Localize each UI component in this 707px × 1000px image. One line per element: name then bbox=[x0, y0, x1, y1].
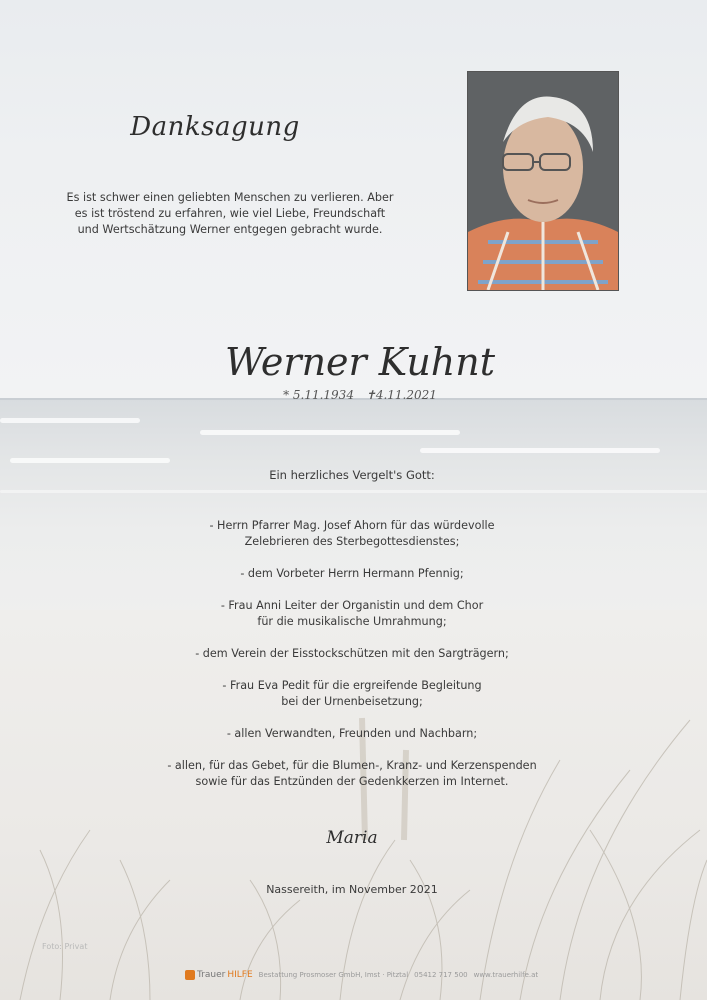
logo-text-a: Trauer bbox=[197, 970, 226, 980]
list-item bbox=[150, 630, 554, 646]
logo-mark-icon bbox=[185, 970, 195, 980]
death-date: ✝4.11.2021 bbox=[365, 388, 437, 402]
wave-crest bbox=[10, 458, 170, 463]
logo-text-b: HILFE bbox=[227, 970, 253, 980]
list-item bbox=[150, 742, 554, 758]
place-date: Nassereith, im November 2021 bbox=[266, 883, 438, 896]
thanks-heading: Ein herzliches Vergelt's Gott: bbox=[269, 468, 435, 482]
footer bbox=[185, 967, 585, 983]
birth-date: * 5.11.1934 bbox=[283, 388, 354, 402]
footer-company: Bestattung Prosmoser GmbH, Imst · Pitztal bbox=[258, 971, 409, 979]
list-item: - Herrn Pfarrer Mag. Josef Ahorn für das würdevolle bbox=[209, 519, 495, 532]
list-item: - allen, für das Gebet, für die Blumen-, Kranz- und Kerzenspenden bbox=[167, 759, 537, 772]
list-item: - dem Verein der Eisstockschützen mit den Sargträgern; bbox=[195, 647, 509, 660]
list-item: Zelebrieren des Sterbegottesdienstes; bbox=[244, 535, 460, 548]
life-dates bbox=[230, 388, 490, 402]
list-item: für die musikalische Umrahmung; bbox=[257, 615, 447, 628]
list-item bbox=[150, 550, 554, 566]
footer-phone: 05412 717 500 bbox=[414, 971, 468, 979]
photo-credit: Foto: Privat bbox=[42, 942, 88, 951]
intro-text: Es ist schwer einen geliebten Menschen zu verlieren. Aber es ist tröstend zu erfahren, wie viel Liebe, Freundschaft und Wertschätzung Werner entgegen gebracht wurde. bbox=[66, 191, 394, 236]
list-item: - Frau Eva Pedit für die ergreifende Begleitung bbox=[222, 679, 482, 692]
portrait-photo bbox=[467, 71, 619, 291]
list-item: sowie für das Entzünden der Gedenkkerzen im Internet. bbox=[195, 775, 509, 788]
portrait-illustration bbox=[468, 72, 618, 290]
list-item bbox=[150, 582, 554, 598]
list-item: - allen Verwandten, Freunden und Nachbarn; bbox=[226, 727, 478, 740]
list-item bbox=[150, 710, 554, 726]
page-title: Danksagung bbox=[130, 112, 300, 142]
wave-crest bbox=[420, 448, 660, 453]
list-item bbox=[150, 662, 554, 678]
list-item: - Frau Anni Leiter der Organistin und dem Chor bbox=[220, 599, 484, 612]
trauerhilfe-logo[interactable] bbox=[185, 970, 253, 980]
footer-web-link[interactable]: www.trauerhilfe.at bbox=[473, 971, 539, 979]
wave-crest bbox=[0, 490, 707, 493]
list-item: bei der Urnenbeisetzung; bbox=[281, 695, 423, 708]
wave-crest bbox=[200, 430, 460, 435]
signature: Maria bbox=[326, 828, 378, 848]
list-item: - dem Vorbeter Herrn Hermann Pfennig; bbox=[240, 567, 464, 580]
thanks-list bbox=[150, 518, 554, 790]
wave-crest bbox=[0, 418, 140, 423]
deceased-name: Werner Kuhnt bbox=[224, 340, 496, 384]
